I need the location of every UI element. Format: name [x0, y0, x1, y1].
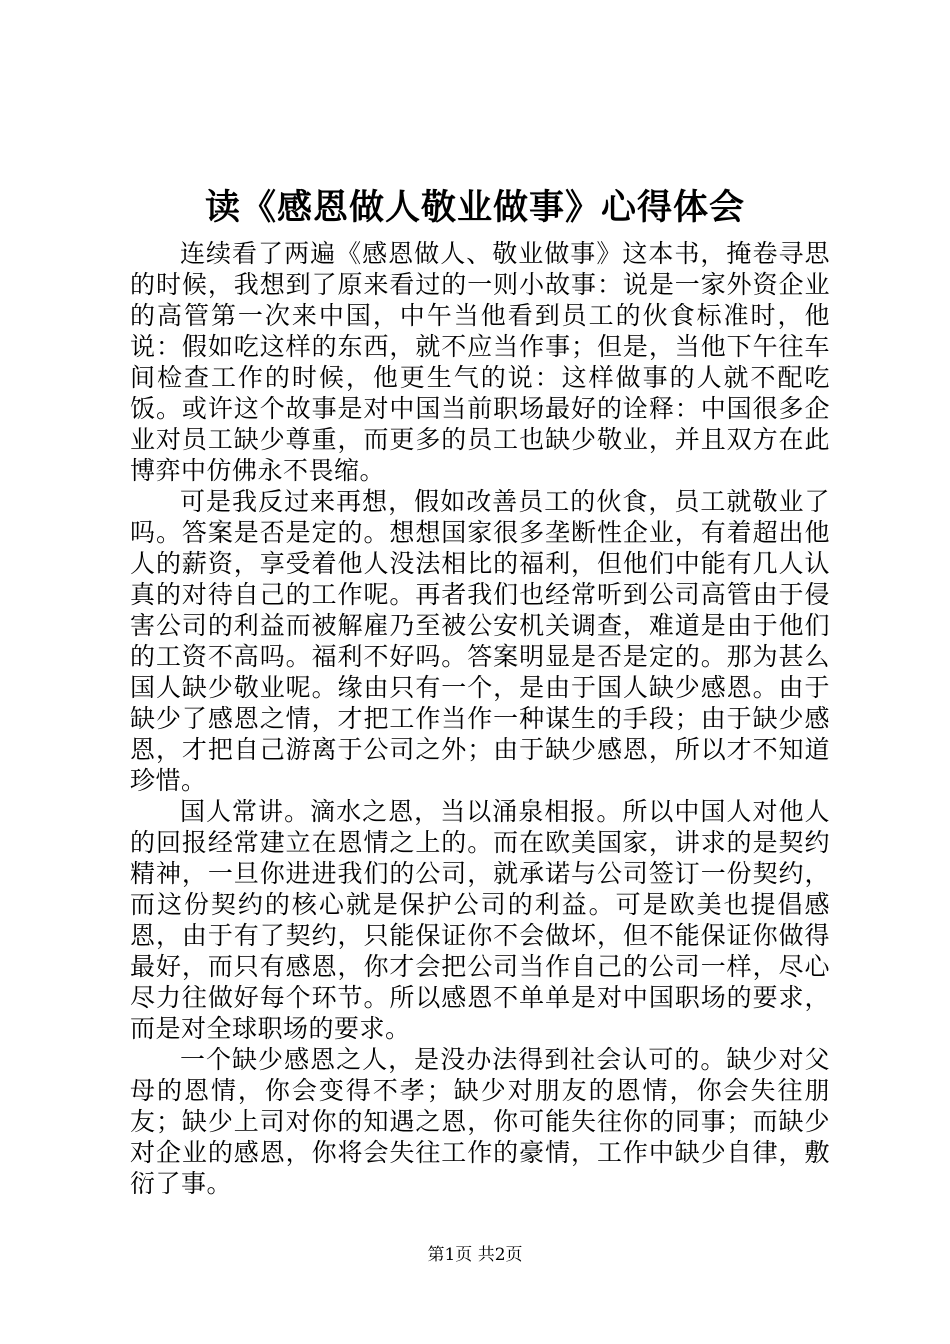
paragraph-1: 连续看了两遍《感恩做人、敬业做事》这本书，掩卷寻思的时候，我想到了原来看过的一则小故事：说是一家外资企业的高管第一次来中国，中午当他看到员工的伙食标准时，他说：假如吃这样的东西，就不应当作事；但是，当他下午往车间检查工作的时候，他更生气的说：这样做事的人就不配吃饭。或许这个故事是对中国当前职场最好的诠释：中国很多企业对员工缺少尊重，而更多的员工也缺少敬业，并且双方在此博弈中仿佛永不畏缩。 — [130, 239, 830, 485]
document-title: 读《感恩做人敬业做事》心得体会 — [204, 187, 745, 228]
paragraph-3: 国人常讲。滴水之恩，当以涌泉相报。所以中国人对他人的回报经常建立在恩情之上的。而在欧美国家，讲求的是契约精神，一旦你进进我们的公司，就承诺与公司签订一份契约，而这份契约的核心就是保护公司的利益。可是欧美也提倡感恩，由于有了契约，只能保证你不会做坏，但不能保证你做得最好，而只有感恩，你才会把公司当作自己的公司一样，尽心尽力往做好每个环节。所以感恩不单单是对中国职场的要求，而是对全球职场的要求。 — [130, 797, 830, 1043]
paragraph-4: 一个缺少感恩之人，是没办法得到社会认可的。缺少对父母的恩情，你会变得不孝；缺少对朋友的恩情，你会失往朋友；缺少上司对你的知遇之恩，你可能失往你的同事；而缺少对企业的感恩，你将会失往工作的豪情，工作中缺少自律，敷衍了事。 — [130, 1045, 830, 1198]
page-number-footer: 第1页 共2页 — [427, 1245, 523, 1265]
document-body — [130, 238, 830, 1199]
paragraph-2: 可是我反过来再想，假如改善员工的伙食，员工就敬业了吗。答案是否是定的。想想国家很多垄断性企业，有着超出他人的薪资，享受着他人没法相比的福利，但他们中能有几人认真的对待自己的工作呢。再者我们也经常听到公司高管由于侵害公司的利益而被解雇乃至被公安机关调查，难道是由于他们的工资不高吗。福利不好吗。答案明显是否是定的。那为甚么国人缺少敬业呢。缘由只有一个，是由于国人缺少感恩。由于缺少了感恩之情，才把工作当作一种谋生的手段；由于缺少感恩，才把自己游离于公司之外；由于缺少感恩，所以才不知道珍惜。 — [130, 487, 830, 795]
